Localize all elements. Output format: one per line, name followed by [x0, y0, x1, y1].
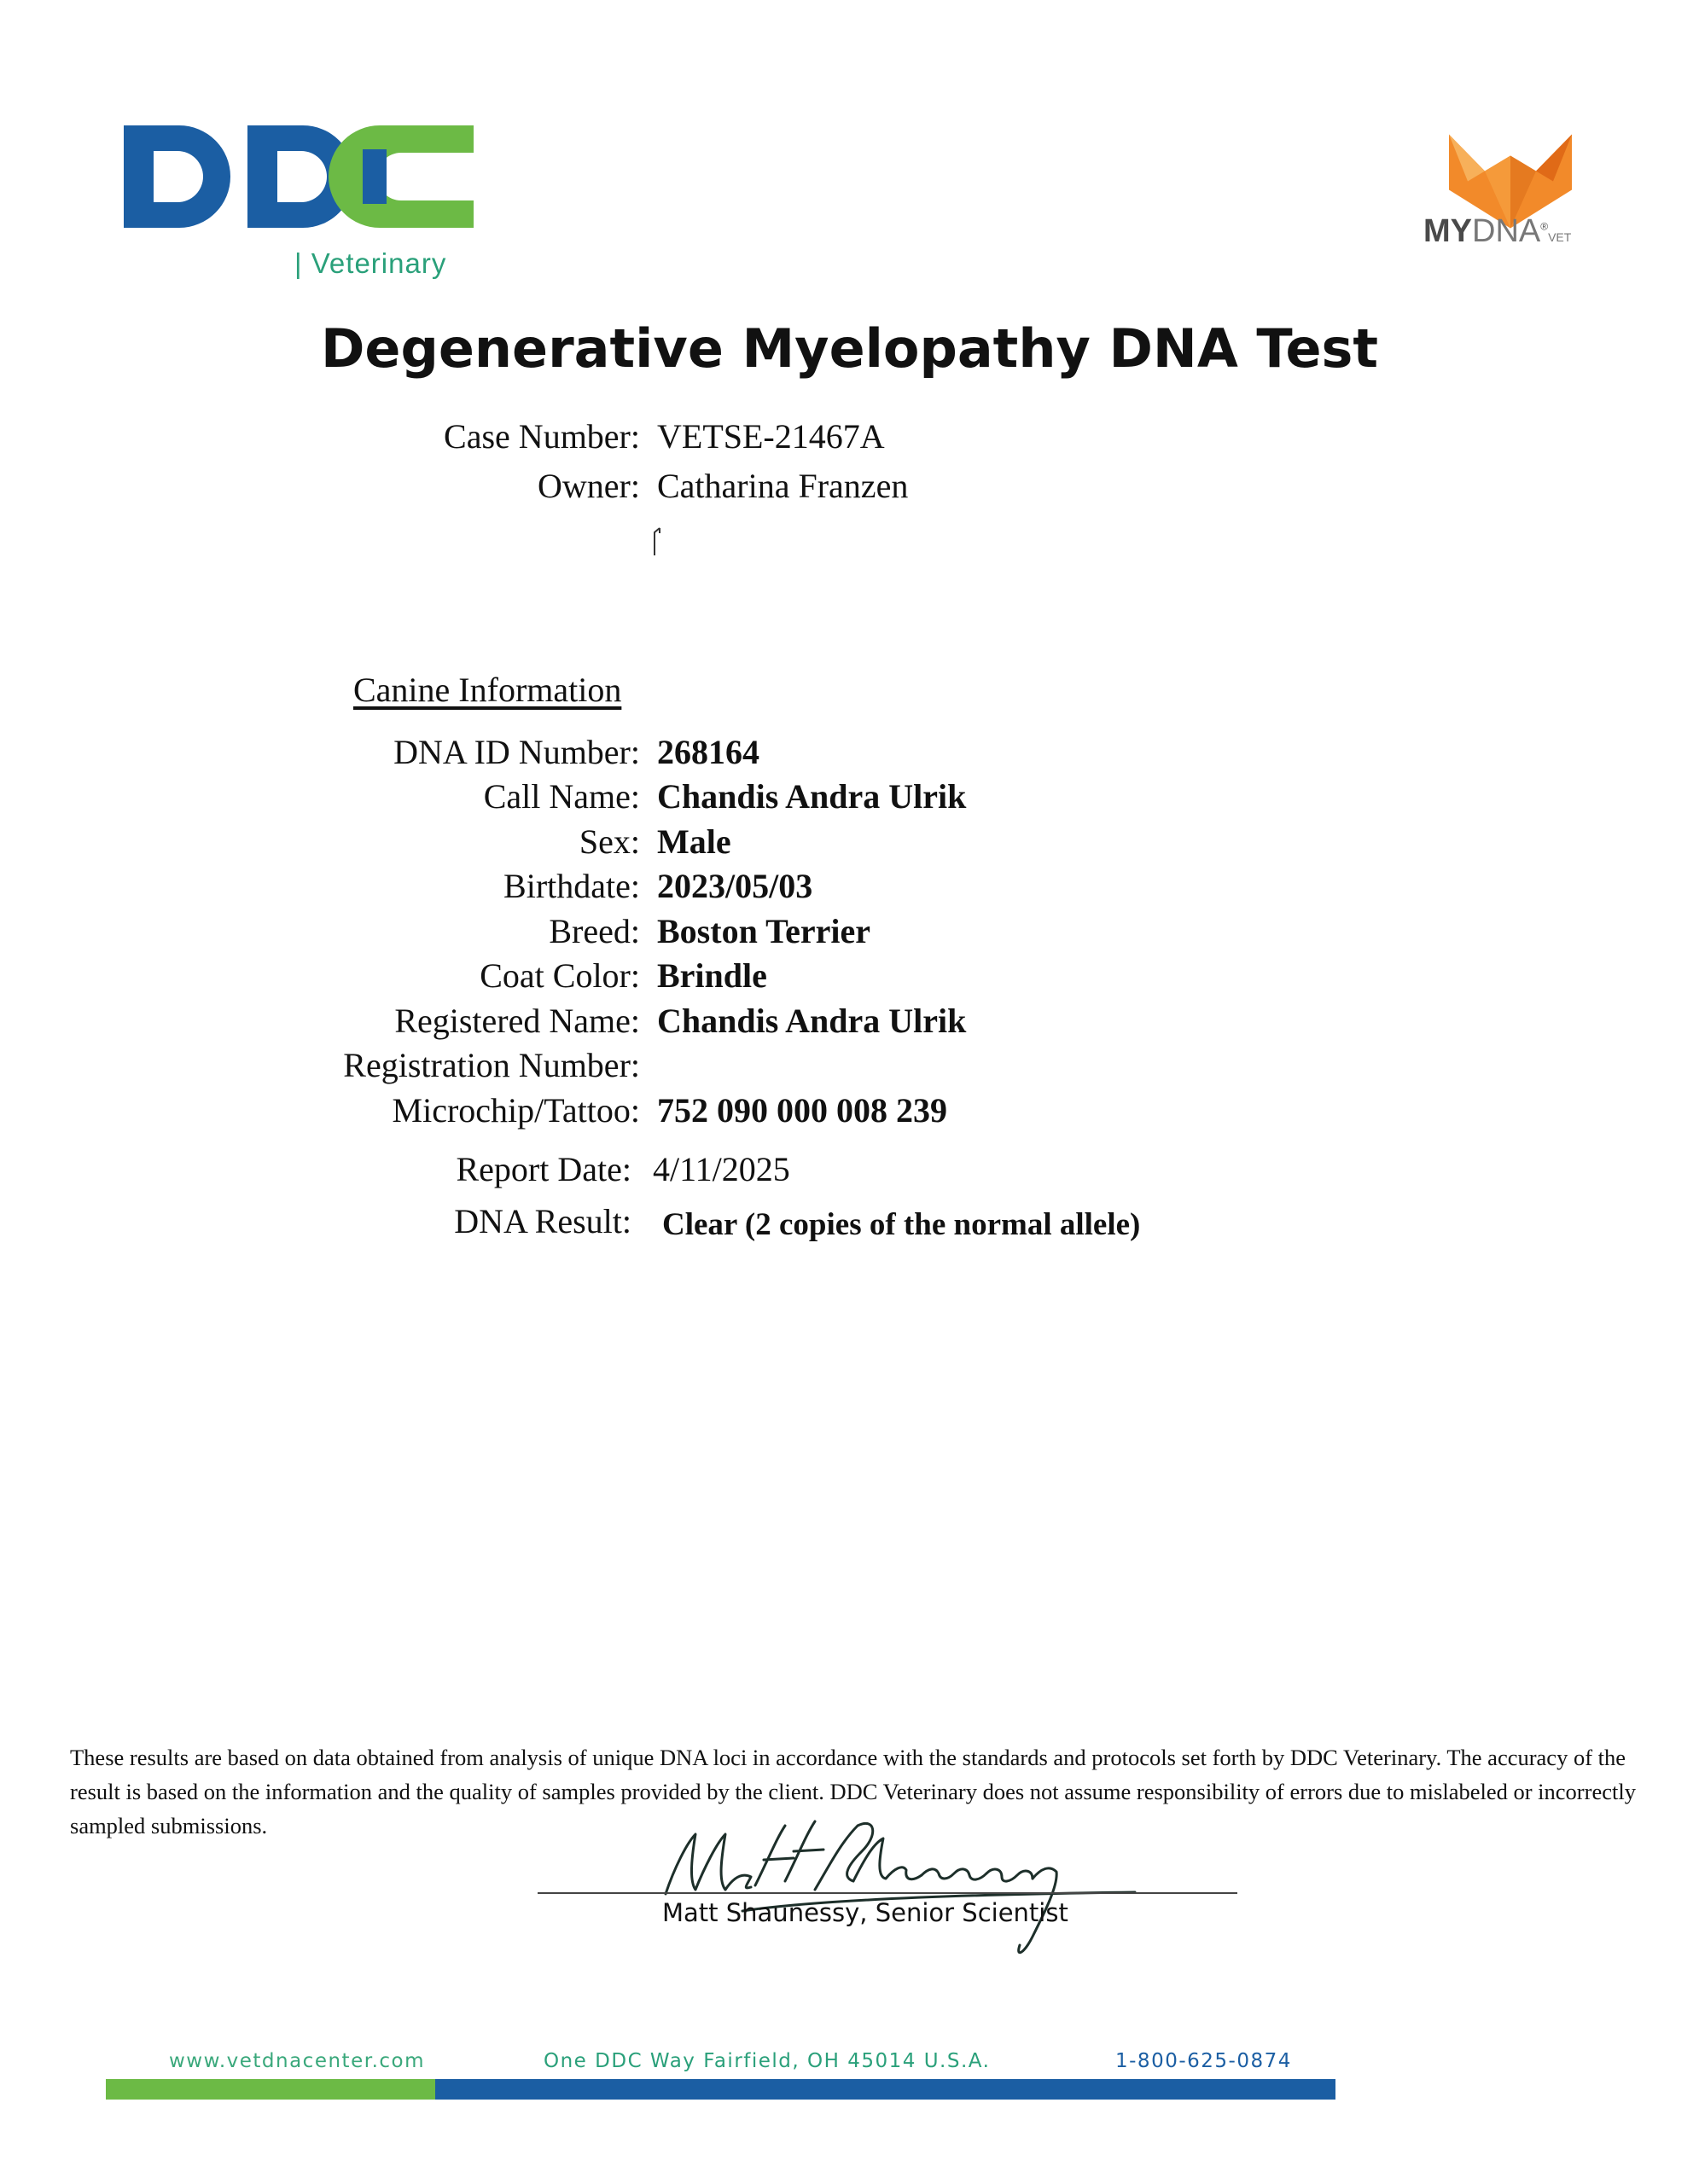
signature-line — [538, 1892, 1237, 1894]
footer-website: www.vetdnacenter.com — [169, 2050, 426, 2072]
registered-name-label: Registered Name: — [394, 1002, 640, 1040]
dna-result-value: Clear (2 copies of the normal allele) — [662, 1207, 1141, 1242]
mydna-vet-wordmark — [1423, 213, 1571, 250]
call-name-value: Chandis Andra Ulrik — [657, 777, 967, 816]
mydna-my: MY — [1423, 213, 1472, 249]
footer-bar-green — [106, 2079, 435, 2100]
case-number-value: VETSE-21467A — [657, 417, 885, 456]
cursor-icon — [652, 527, 664, 556]
case-number-label: Case Number: — [444, 417, 640, 456]
call-name-label: Call Name: — [483, 777, 640, 816]
mydna-vet: VET — [1548, 230, 1572, 244]
registration-number-label: Registration Number: — [343, 1046, 640, 1084]
report-date-value: 4/11/2025 — [653, 1150, 790, 1188]
sex-value: Male — [657, 822, 731, 861]
owner-label: Owner: — [538, 467, 640, 505]
page-title: Degenerative Myelopathy DNA Test — [320, 317, 1379, 380]
coat-color-value: Brindle — [657, 956, 767, 995]
disclaimer-text: These results are based on data obtained from analysis of unique DNA loci in accordance with the standards and protocols set forth by DDC Veterinary. The accuracy of the result is based on the information and the quality of samples provided by the client. DDC Veterinary does not assume responsibility of errors due to mislabeled or incorrectly sampled submissions. — [70, 1745, 1636, 1838]
mydna-registered: ® — [1540, 220, 1549, 233]
sex-label: Sex: — [579, 822, 640, 861]
coat-color-label: Coat Color: — [480, 956, 640, 995]
ddc-veterinary-text: | Veterinary — [294, 247, 447, 279]
canine-information-heading: Canine Information — [353, 671, 622, 709]
report-date-label: Report Date: — [456, 1150, 631, 1188]
mydna-dna: DNA — [1472, 213, 1541, 249]
dna-id-label: DNA ID Number: — [393, 733, 640, 771]
dna-id-value: 268164 — [657, 733, 759, 771]
birthdate-label: Birthdate: — [503, 867, 640, 905]
birthdate-value: 2023/05/03 — [657, 867, 813, 905]
footer-address: One DDC Way Fairfield, OH 45014 U.S.A. — [544, 2050, 991, 2072]
signature-caption: Matt Shaunessy, Senior Scientist — [662, 1898, 1068, 1927]
dna-result-label: DNA Result: — [454, 1202, 631, 1240]
owner-value: Catharina Franzen — [657, 467, 909, 505]
breed-label: Breed: — [549, 912, 640, 950]
signature-image — [657, 1809, 1169, 1962]
registered-name-value: Chandis Andra Ulrik — [657, 1002, 967, 1040]
microchip-value: 752 090 000 008 239 — [657, 1091, 947, 1130]
footer-phone: 1-800-625-0874 — [1115, 2050, 1292, 2072]
microchip-label: Microchip/Tattoo: — [392, 1091, 640, 1130]
footer-bar-blue — [435, 2079, 1335, 2100]
breed-value: Boston Terrier — [657, 912, 870, 950]
